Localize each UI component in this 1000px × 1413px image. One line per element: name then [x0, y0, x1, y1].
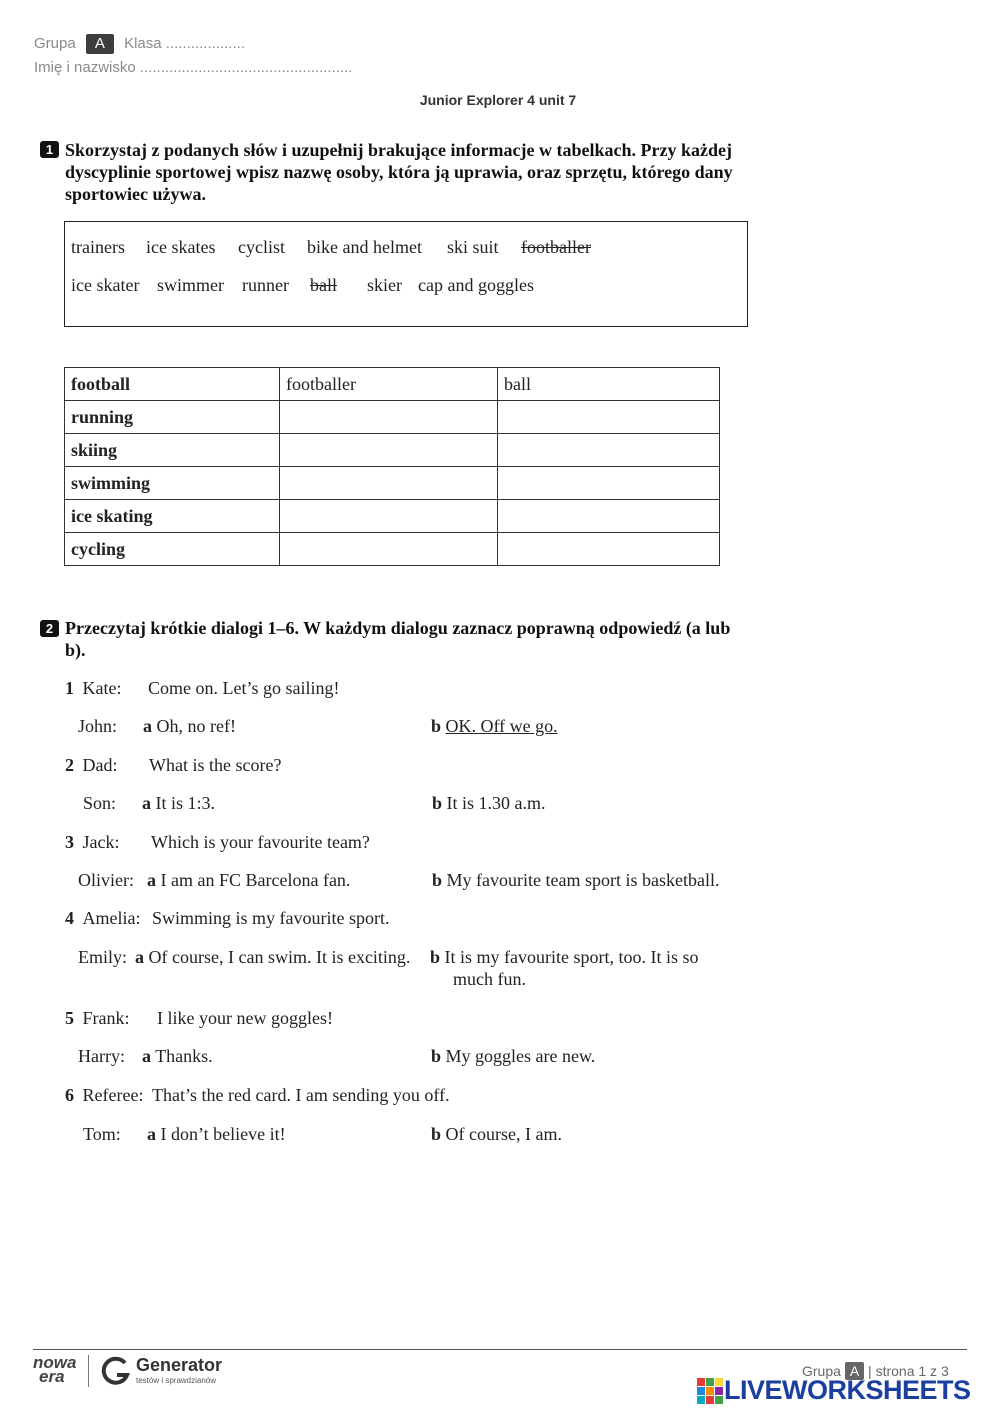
klasa-field[interactable]: ................... [165, 35, 245, 52]
dialogue-number: 5 [65, 1008, 74, 1028]
option-text: Oh, no ref! [156, 716, 236, 736]
option-a[interactable] [147, 1124, 286, 1145]
word-bank-item: bike and helmet [307, 237, 422, 257]
option-letter: b [432, 870, 443, 890]
equipment-answer-field[interactable] [498, 467, 720, 500]
option-letter: a [135, 947, 144, 967]
header-group-line [34, 34, 245, 54]
dialogue-line: Swimming is my favourite sport. [152, 908, 390, 928]
dialogue-line: I like your new goggles! [157, 1008, 333, 1028]
option-b[interactable] [431, 1046, 595, 1067]
dialogue-line: Which is your favourite team? [151, 832, 370, 852]
option-b[interactable] [432, 870, 719, 891]
liveworksheets-logo[interactable]: LIVEWORKSHEETS [724, 1375, 971, 1405]
table-row [65, 368, 720, 401]
dialogue-prompt [65, 755, 118, 776]
option-letter: b [431, 1124, 442, 1144]
word-bank-item: ice skater [71, 275, 140, 295]
option-b-continued: much fun. [453, 969, 526, 989]
option-text: My goggles are new. [445, 1046, 596, 1066]
person-answer-field[interactable] [280, 434, 498, 467]
option-a[interactable] [147, 870, 350, 891]
option-letter: b [430, 947, 441, 967]
option-a[interactable] [143, 716, 236, 737]
task2-number: 2 [40, 620, 59, 637]
task1-number: 1 [40, 141, 59, 158]
option-letter: b [431, 716, 442, 736]
option-text: My favourite team sport is basketball. [446, 870, 720, 890]
word-bank-item: swimmer [157, 275, 224, 295]
option-letter: a [147, 870, 156, 890]
responder: Tom: [83, 1124, 121, 1144]
sports-table [64, 367, 720, 566]
option-text: It is my favourite sport, too. It is so [444, 947, 699, 967]
dialogue-line: Come on. Let’s go sailing! [148, 678, 340, 698]
responder: Son: [83, 793, 117, 813]
option-text: I am an FC Barcelona fan. [160, 870, 351, 890]
dialogue-number: 6 [65, 1085, 74, 1105]
person-answer-field[interactable] [280, 500, 498, 533]
word-bank-item: runner [242, 275, 289, 295]
klasa-label: Klasa [124, 35, 162, 52]
word-bank-item-used: ball [310, 275, 337, 295]
word-bank-item: skier [367, 275, 402, 295]
dialogue-number: 1 [65, 678, 74, 698]
option-letter: a [142, 793, 151, 813]
option-letter: a [142, 1046, 151, 1066]
footer-divider [33, 1349, 967, 1350]
option-letter: b [431, 1046, 442, 1066]
logo-text: era [39, 1367, 65, 1386]
option-letter: a [147, 1124, 156, 1144]
responder: Harry: [78, 1046, 125, 1066]
person-answer-field[interactable] [280, 401, 498, 434]
document-title: Junior Explorer 4 unit 7 [419, 92, 577, 108]
liveworksheets-logo-icon [697, 1378, 723, 1409]
table-row [65, 467, 720, 500]
generator-logo-icon [101, 1355, 131, 1392]
page-grupa-badge: A [845, 1362, 864, 1380]
dialogue-prompt [65, 1085, 143, 1106]
equipment-cell: ball [498, 368, 720, 401]
task2-instruction: Przeczytaj krótkie dialogi 1–6. W każdym dialogu zaznacz poprawną odpowiedź (a lub b). [65, 618, 731, 660]
equipment-answer-field[interactable] [498, 500, 720, 533]
option-text: OK. Off we go. [445, 716, 558, 736]
task1-instruction: Skorzystaj z podanych słów i uzupełnij brakujące informacje w tabelkach. Przy każdej dyscyplinie sportowej wpisz nazwę osoby, która ją uprawia, oraz sprzętu, którego dany sportowiec używa. [65, 140, 733, 204]
responder: John: [78, 716, 118, 736]
option-b[interactable] [432, 793, 546, 814]
option-b-selected[interactable] [431, 716, 558, 737]
responder: Emily: [78, 947, 127, 967]
sport-cell: cycling [65, 533, 280, 566]
logo-subtext: testów i sprawdzianów [136, 1376, 217, 1385]
speaker: Amelia: [82, 908, 141, 928]
sport-cell: swimming [65, 467, 280, 500]
word-bank-item-used: footballer [521, 237, 591, 257]
word-bank-item: trainers [71, 237, 125, 257]
sport-cell: skiing [65, 434, 280, 467]
speaker: Dad: [82, 755, 118, 775]
header-name-line [34, 59, 352, 76]
option-a[interactable] [135, 947, 410, 968]
person-cell: footballer [280, 368, 498, 401]
logo-divider [88, 1355, 89, 1387]
option-text: Thanks. [155, 1046, 213, 1066]
option-text: It is 1:3. [155, 793, 216, 813]
responder: Olivier: [78, 870, 134, 890]
speaker: Frank: [82, 1008, 130, 1028]
word-bank [64, 221, 748, 327]
option-text: Of course, I can swim. It is exciting. [148, 947, 411, 967]
person-answer-field[interactable] [280, 533, 498, 566]
equipment-answer-field[interactable] [498, 401, 720, 434]
dialogue-prompt [65, 908, 140, 929]
option-text: It is 1.30 a.m. [446, 793, 546, 813]
dialogue-line: What is the score? [149, 755, 282, 775]
logo-text: nowa [33, 1353, 77, 1372]
table-row [65, 533, 720, 566]
speaker: Kate: [82, 678, 122, 698]
option-a[interactable] [142, 1046, 213, 1067]
word-bank-item: cyclist [238, 237, 285, 257]
option-letter: b [432, 793, 443, 813]
logo-text: Generator [136, 1355, 223, 1375]
table-row [65, 401, 720, 434]
equipment-answer-field[interactable] [498, 434, 720, 467]
sport-cell: running [65, 401, 280, 434]
word-bank-item: ski suit [447, 237, 499, 257]
dialogue-number: 2 [65, 755, 74, 775]
word-bank-item: cap and goggles [418, 275, 534, 295]
name-field[interactable]: ................................................... [139, 59, 353, 76]
dialogue-line: That’s the red card. I am sending you off. [152, 1085, 450, 1105]
table-row [65, 500, 720, 533]
sport-cell: ice skating [65, 500, 280, 533]
speaker: Jack: [82, 832, 120, 852]
generator-logo [136, 1355, 222, 1385]
page-grupa-label: Grupa [802, 1363, 841, 1379]
speaker: Referee: [82, 1085, 144, 1105]
dialogue-prompt [65, 678, 121, 699]
dialogue-number: 3 [65, 832, 74, 852]
option-b[interactable] [430, 947, 699, 968]
dialogue-number: 4 [65, 908, 74, 928]
option-b[interactable] [431, 1124, 562, 1145]
option-letter: a [143, 716, 152, 736]
grupa-badge: A [86, 34, 114, 54]
nowa-era-logo [33, 1353, 77, 1386]
word-bank-item: ice skates [146, 237, 216, 257]
option-text: Of course, I am. [445, 1124, 562, 1144]
option-a[interactable] [142, 793, 215, 814]
page-number: | strona 1 z 3 [868, 1363, 949, 1379]
person-answer-field[interactable] [280, 467, 498, 500]
dialogue-prompt [65, 832, 119, 853]
equipment-answer-field[interactable] [498, 533, 720, 566]
grupa-label: Grupa [34, 35, 76, 52]
sport-cell: football [65, 368, 280, 401]
table-row [65, 434, 720, 467]
name-label: Imię i nazwisko [34, 59, 136, 76]
option-text: I don’t believe it! [160, 1124, 286, 1144]
dialogue-prompt [65, 1008, 130, 1029]
